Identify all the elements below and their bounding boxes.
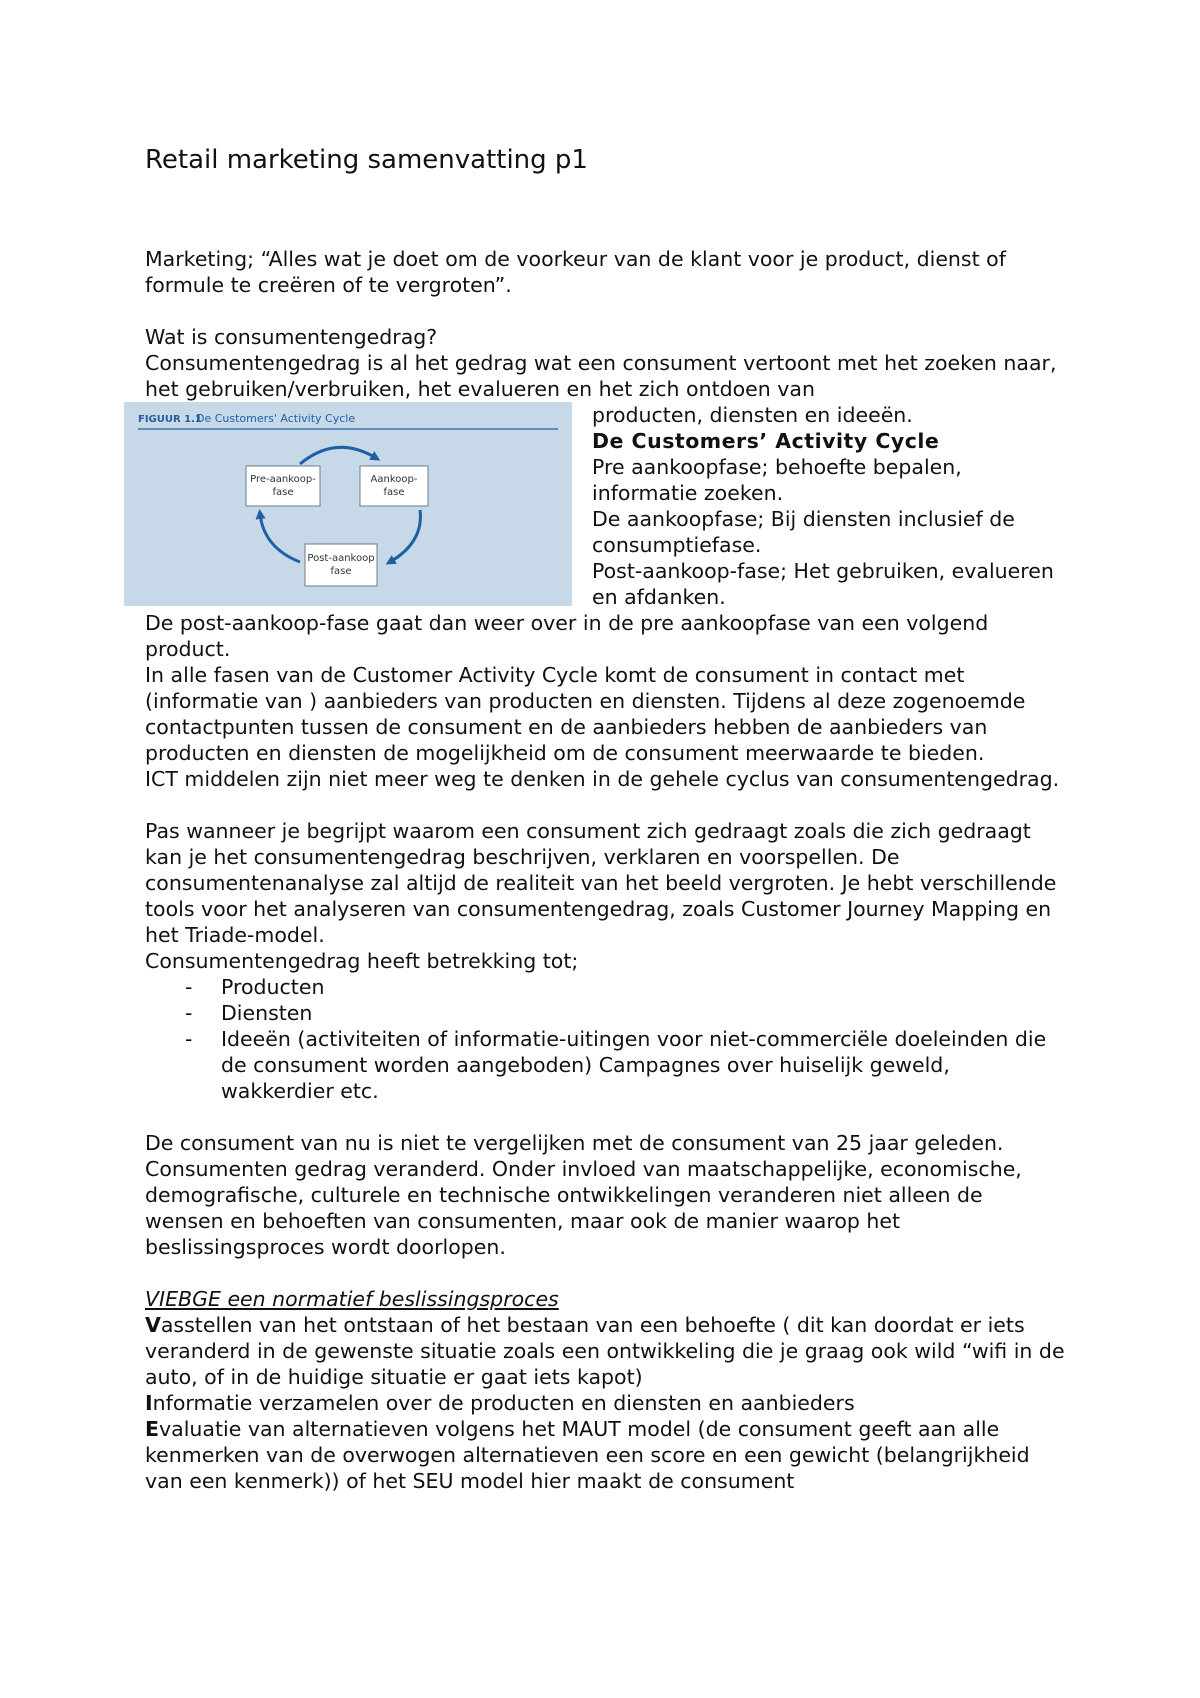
figure-caption-title: De Customers' Activity Cycle bbox=[196, 412, 356, 425]
cycle-post-aankoopfase: Post-aankoop-fase; Het gebruiken, evalueren en afdanken. bbox=[592, 559, 1054, 609]
viebge-heading: VIEBGE een normatief beslissingsproces bbox=[145, 1287, 559, 1311]
box-aankoop-label-2: fase bbox=[383, 487, 405, 498]
document-body bbox=[138, 246, 1065, 1494]
cycle-pre-aankoopfase: Pre aankoopfase; behoefte bepalen, informatie zoeken. bbox=[592, 455, 962, 505]
paragraph-consumentengedrag: Consumentengedrag is al het gedrag wat een consument vertoont met het zoeken naar, het gebruiken/verbruiken, het evalueren en het zich ontdoen van bbox=[145, 351, 1057, 401]
cycle-return: De post-aankoop-fase gaat dan weer over in de pre aankoopfase van een volgend product. bbox=[145, 611, 989, 661]
box-post-label-1: Post-aankoop bbox=[307, 553, 375, 564]
box-aankoop-label-1: Aankoop- bbox=[370, 474, 418, 485]
paragraph-consumentengedrag-end: producten, diensten en ideeën. bbox=[592, 403, 913, 427]
cycle-heading: De Customers’ Activity Cycle bbox=[592, 429, 940, 453]
paragraph-begrijpt: Pas wanneer je begrijpt waarom een consument zich gedraagt zoals die zich gedraagt kan je het consumentengedrag beschrijven, verklaren en voorspellen. De consumentenanalyse zal altijd de realiteit van het beeld vergroten. Je hebt verschillende tools voor het analyseren van consumentengedrag, zoals Customer Journey Mapping en het Triade-model. bbox=[145, 819, 1057, 947]
box-post-aankoop bbox=[305, 544, 377, 586]
viebge-vasstellen: Vasstellen van het ontstaan of het bestaan van een behoefte ( dit kan doordat er iets veranderd in de gewenste situatie zoals een ontwikkeling die je graag ook wild “wifi in de auto, of in de huidige situatie er gaat iets kapot) bbox=[145, 1313, 1065, 1389]
viebge-informatie: Informatie verzamelen over de producten en diensten en aanbieders bbox=[145, 1391, 855, 1415]
paragraph-consument-van-nu: De consument van nu is niet te vergelijken met de consument van 25 jaar geleden. Consumenten gedrag veranderd. Onder invloed van maatschappelijke, economische, demografische, culturele en technische ontwikkelingen veranderen niet alleen de wensen en behoeften van consumenten, maar ook de manier waarop het beslissingsproces wordt doorlopen. bbox=[145, 1131, 1022, 1259]
paragraph-contactpunten: In alle fasen van de Customer Activity Cycle komt de consument in contact met (informatie van ) aanbieders van producten en diensten. Tijdens al deze zogenoemde contactpunten tussen de consument en de aanbieders hebben de aanbieders van producten en diensten de mogelijkheid om de consument meerwaarde te bieden. bbox=[145, 663, 1026, 765]
cycle-diagram bbox=[124, 402, 572, 606]
paragraph-marketing: Marketing; “Alles wat je doet om de voorkeur van de klant voor je product, dienst of formule te creëren of te vergroten”. bbox=[145, 247, 1006, 297]
list-item: - Producten bbox=[185, 975, 325, 999]
box-pre-aankoop bbox=[246, 466, 320, 506]
arrow-pre-to-aankoop bbox=[300, 447, 376, 464]
figure-caption-label: FIGUUR 1.1 bbox=[138, 414, 202, 425]
paragraph-ict: ICT middelen zijn niet meer weg te denken in de gehele cyclus van consumentengedrag. bbox=[145, 767, 1060, 791]
arrow-aankoop-to-post bbox=[390, 510, 420, 562]
list-item: - Ideeën (activiteiten of informatie-uitingen voor niet-commerciële doeleinden die de consument worden aangeboden) Campagnes over huiselijk geweld, wakkerdier etc. bbox=[185, 1027, 1047, 1103]
box-aankoop bbox=[360, 466, 428, 506]
paragraph-betrekking: Consumentengedrag heeft betrekking tot; bbox=[145, 949, 579, 973]
box-pre-label-2: fase bbox=[272, 487, 294, 498]
betrekking-list bbox=[145, 974, 1065, 1104]
document-title: Retail marketing samenvatting p1 bbox=[145, 145, 588, 175]
question-consumentengedrag: Wat is consumentengedrag? bbox=[145, 325, 438, 349]
viebge-evaluatie: Evaluatie van alternatieven volgens het MAUT model (de consument geeft aan alle kenmerken van de overwogen alternatieven een score en een gewicht (belangrijkheid van een kenmerk)) of het SEU model hier maakt de consument bbox=[145, 1417, 1030, 1493]
cycle-aankoopfase: De aankoopfase; Bij diensten inclusief de consumptiefase. bbox=[592, 507, 1015, 557]
list-item: - Diensten bbox=[185, 1001, 313, 1025]
arrow-post-to-pre bbox=[260, 514, 300, 562]
box-pre-label-1: Pre-aankoop- bbox=[250, 474, 316, 485]
customers-activity-cycle-figure bbox=[124, 402, 572, 606]
box-post-label-2: fase bbox=[330, 566, 352, 577]
